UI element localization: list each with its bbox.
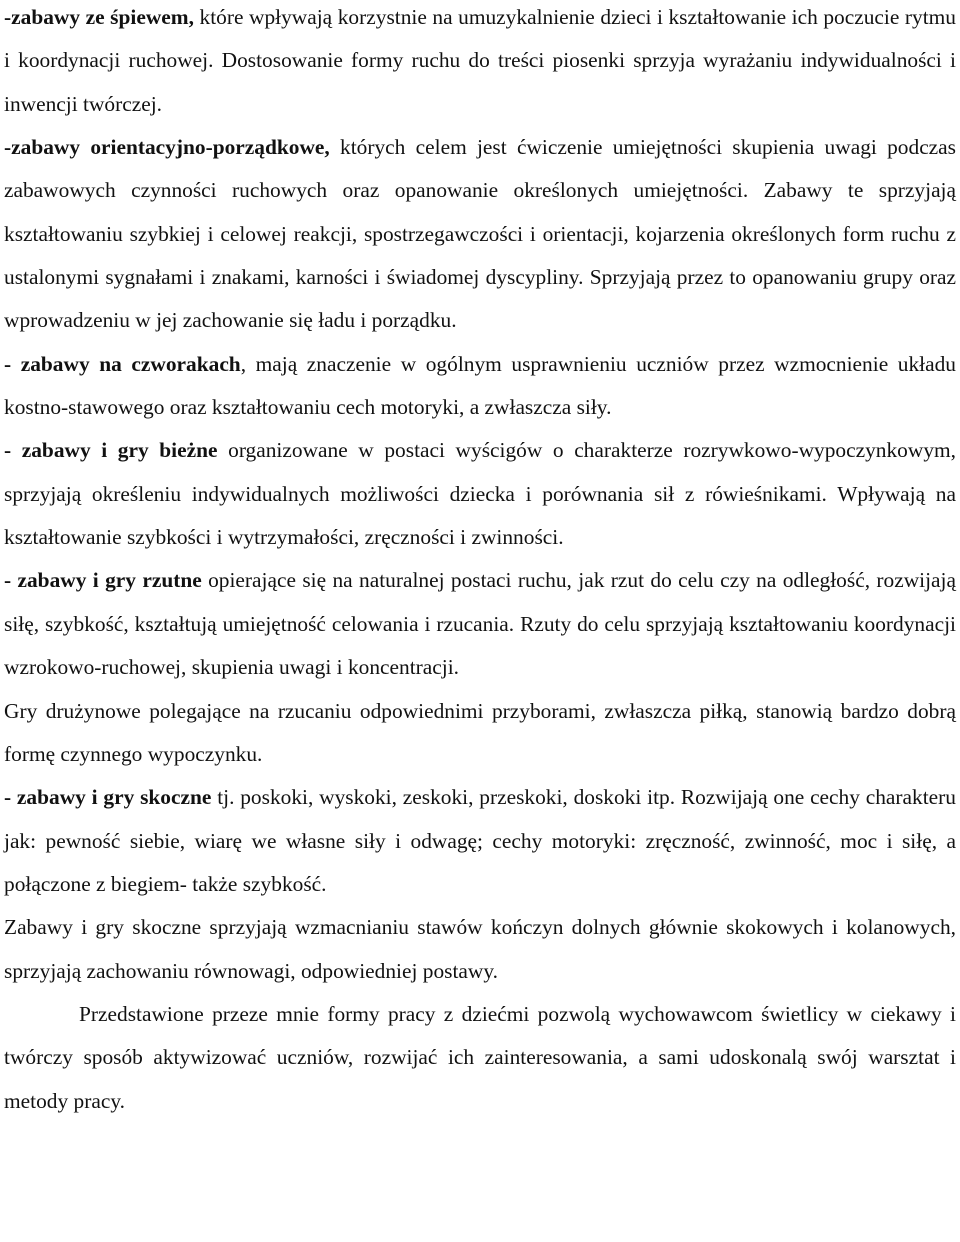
paragraph-skoczne-stawy bbox=[4, 906, 956, 993]
paragraph-conclusion bbox=[4, 993, 956, 1123]
paragraph-lead: - zabawy na czworakach bbox=[4, 351, 241, 376]
paragraph-body: Przedstawione przeze mnie formy pracy z dziećmi pozwolą wychowawcom świetlicy w ciekawy i twórczy sposób aktywizować uczniów, rozwijać ich zainteresowania, a sami udoskonalą swój warsztat i metody pracy. bbox=[4, 1001, 956, 1113]
paragraph-body: organizowane w postaci wyścigów o charakterze rozrywkowo-wypoczynkowym, sprzyjają określeniu indywidualnych możliwości dziecka i porównania sił z rówieśnikami. Wpływają na kształtowanie szybkości i wytrzymałości, zręczności i zwinności. bbox=[4, 438, 957, 550]
paragraph-body: które wpływają korzystnie na umuzykalnienie dzieci i kształtowanie ich poczucie rytmu i koordynacji ruchowej. Dostosowanie formy ruchu do treści piosenki sprzyja wyrażaniu indywidualności i inwencji twórczej. bbox=[4, 5, 956, 116]
paragraph-lead: -zabawy orientacyjno-porządkowe, bbox=[4, 135, 330, 160]
paragraph-body: Zabawy i gry skoczne sprzyjają wzmacnianiu stawów kończyn dolnych głównie skokowych i kolanowych, sprzyjają zachowaniu równowagi, odpowiedniej postawy. bbox=[4, 915, 956, 983]
paragraph-zabawy-na-czworakach bbox=[4, 343, 956, 430]
paragraph-zabawy-i-gry-rzutne bbox=[4, 559, 956, 689]
paragraph-lead: - zabawy i gry bieżne bbox=[4, 438, 218, 463]
paragraph-zabawy-i-gry-skoczne bbox=[4, 776, 956, 906]
paragraph-body: których celem jest ćwiczenie umiejętności skupienia uwagi podczas zabawowych czynności ruchowych oraz opanowanie określonych umiejętności. Zabawy te sprzyjają kształtowaniu szybkiej i celowej reakcji, spostrzegawczości i orientacji, kojarzenia określonych form ruchu z ustalonymi sygnałami i znakami, karności i świadomej dyscypliny. Sprzyjają przez to opanowaniu grupy oraz wprowadzeniu w jej zachowanie się ładu i porządku. bbox=[4, 135, 956, 333]
paragraph-body: , mają znaczenie w ogólnym usprawnieniu uczniów przez wzmocnienie układu kostno-stawowego oraz kształtowaniu cech motoryki, a zwłaszcza siły. bbox=[4, 351, 956, 420]
paragraph-body: Gry drużynowe polegające na rzucaniu odpowiednimi przyborami, zwłaszcza piłką, stanowią bardzo dobrą formę czynnego wypoczynku. bbox=[4, 698, 956, 766]
paragraph-lead: - zabawy i gry skoczne bbox=[4, 785, 212, 810]
paragraph-body: opierające się na naturalnej postaci ruchu, jak rzut do celu czy na odległość, rozwijają siłę, szybkość, kształtują umiejętność celowania i rzucania. Rzuty do celu sprzyjają kształtowaniu koordynacji wzrokowo-ruchowej, skupienia uwagi i koncentracji. bbox=[4, 568, 956, 680]
paragraph-zabawy-ze-spiewem bbox=[4, 0, 956, 126]
paragraph-body: tj. poskoki, wyskoki, zeskoki, przeskoki, doskoki itp. Rozwijają one cechy charakteru jak: pewność siebie, wiarę we własne siły i odwagę; cechy motoryki: zręczność, zwinność, moc i siłę, a połączone z biegiem- także szybkość. bbox=[4, 785, 956, 896]
paragraph-lead: -zabawy ze śpiewem, bbox=[4, 5, 194, 29]
paragraph-lead: - zabawy i gry rzutne bbox=[4, 568, 202, 593]
paragraph-gry-druzynowe bbox=[4, 690, 956, 777]
paragraph-zabawy-i-gry-biezne bbox=[4, 429, 956, 559]
paragraph-zabawy-orientacyjno-porzadkowe bbox=[4, 126, 956, 343]
